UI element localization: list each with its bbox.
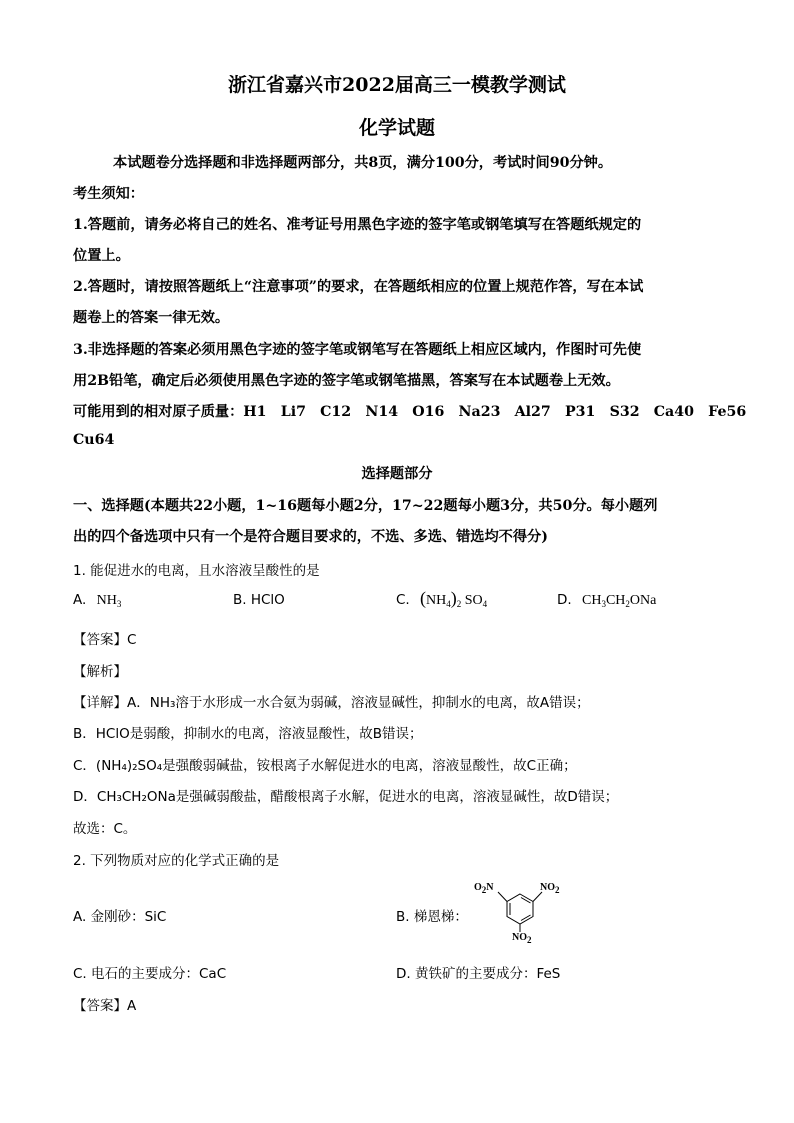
question-2-option-b: B. 梯恩梯： xyxy=(396,909,468,925)
notice-item-3a: 3.非选择题的答案必须用黑色字迹的签字笔或钢笔写在答题纸上相应区域内，作图时可先使 xyxy=(73,342,642,358)
option-a-label: A. xyxy=(73,592,87,608)
section-heading: 选择题部分 xyxy=(361,466,433,482)
option-a-subscript: 3 xyxy=(116,599,122,609)
option-c-label: C. xyxy=(396,592,410,608)
atomic-masses-b: Cu64 xyxy=(73,432,115,448)
tnt-bottom-group: $NO_2$ xyxy=(512,932,532,945)
part-one-instructions-b: 出的四个备选项中只有一个是符合题目要求的，不选、多选、错选均不得分) xyxy=(73,529,548,545)
question-1-analysis-label: 【解析】 xyxy=(73,664,127,680)
notice-heading: 考生须知： xyxy=(73,186,144,202)
tnt-structure xyxy=(470,880,570,945)
question-2-answer: 【答案】A xyxy=(73,998,137,1014)
question-1-detail-a: 【详解】A．NH₃溶于水形成一水合氨为弱碱，溶液显碱性，抑制水的电离，故A错误； xyxy=(73,695,590,711)
question-1-option-c: C. $(NH_4)_2$ $SO_4$ xyxy=(396,588,488,609)
question-1-answer: 【答案】C xyxy=(73,632,137,648)
tnt-right-group: $NO_2$ xyxy=(540,882,560,895)
question-2-stem: 2. 下列物质对应的化学式正确的是 xyxy=(73,853,280,869)
notice-item-2b: 题卷上的答案一律无效。 xyxy=(73,310,230,326)
question-1-option-d: D. $CH_3CH_2ONa$ xyxy=(557,592,657,609)
question-1-option-a xyxy=(73,592,121,609)
page-subtitle: 化学试题 xyxy=(358,117,435,139)
option-d-label: D. xyxy=(557,592,572,608)
option-c-formula-so: SO xyxy=(464,593,483,608)
option-c-formula-nh: NH xyxy=(426,593,447,608)
atomic-masses-a: 可能用到的相对原子质量：H1 Li7 C12 N14 O16 Na23 Al27 P31 S32 Ca40 Fe56 xyxy=(73,404,747,420)
question-2-option-d: D. 黄铁矿的主要成分：FeS xyxy=(396,966,561,982)
question-2-option-c: C. 电石的主要成分：CaC xyxy=(73,966,227,982)
option-a-formula: NH xyxy=(96,593,117,608)
notice-item-2a: 2.答题时，请按照答题纸上“注意事项”的要求，在答题纸相应的位置上规范作答，写在本试 xyxy=(73,279,644,295)
notice-item-3b: 用2B铅笔，确定后必须使用黑色字迹的签字笔或钢笔描黑，答案写在本试题卷上无效。 xyxy=(73,373,620,389)
part-one-instructions-a: 一、选择题(本题共22小题，1~16题每小题2分，17~22题每小题3分，共50分。每小题列 xyxy=(73,498,658,514)
question-1-option-b: B. HClO xyxy=(233,592,285,608)
intro-line: 本试题卷分选择题和非选择题两部分，共8页，满分100分，考试时间90分钟。 xyxy=(113,155,613,171)
question-2-option-a: A. 金刚砂：SiC xyxy=(73,909,167,925)
question-1-detail-b: B．HClO是弱酸，抑制水的电离，溶液显酸性，故B错误； xyxy=(73,726,423,742)
question-1-detail-d: D．CH₃CH₂ONa是强碱弱酸盐，醋酸根离子水解，促进水的电离，溶液显碱性，故D错误； xyxy=(73,789,619,805)
notice-item-1b: 位置上。 xyxy=(73,248,130,264)
page-title: 浙江省嘉兴市2022届高三一模教学测试 xyxy=(228,74,566,96)
notice-item-1a: 1.答题前，请务必将自己的姓名、准考证号用黑色字迹的签字笔或钢笔填写在答题纸规定的 xyxy=(73,217,642,233)
question-1-stem: 1. 能促进水的电离，且水溶液呈酸性的是 xyxy=(73,563,320,579)
question-1-conclusion: 故选：C。 xyxy=(73,821,137,837)
question-1-detail-c: C．(NH₄)₂SO₄是强酸弱碱盐，铵根离子水解促进水的电离，溶液显酸性，故C正确； xyxy=(73,758,577,774)
tnt-left-group: $O_2N$ xyxy=(474,882,494,895)
